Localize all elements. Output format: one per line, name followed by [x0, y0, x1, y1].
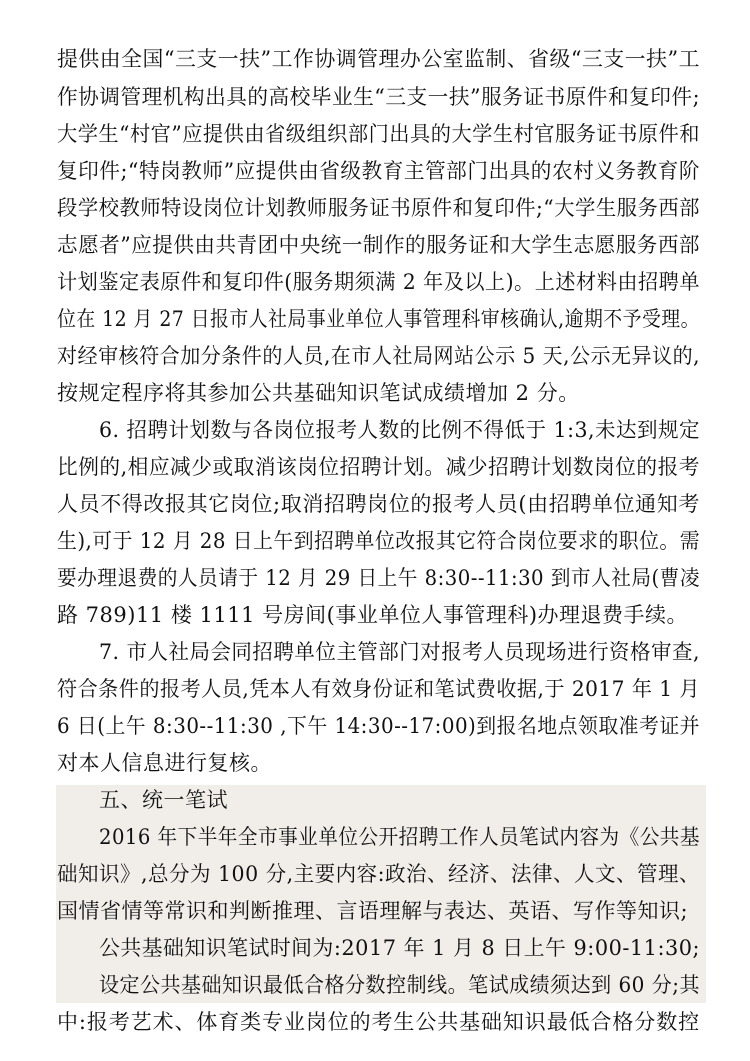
- text-line: 计划鉴定表原件和复印件(服务期须满 2 年及以上)。上述材料由招聘单: [57, 270, 701, 294]
- text-line: 7. 市人社局会同招聘单位主管部门对报考人员现场进行资格审查,: [99, 640, 700, 664]
- text-line: 按规定程序将其参加公共基础知识笔试成绩增加 2 分。: [57, 381, 580, 405]
- text-line: 中:报考艺术、体育类专业岗位的考生公共基础知识最低合格分数控: [57, 1010, 700, 1034]
- text-line: 五、统一笔试: [99, 788, 228, 812]
- shaded-section-background: [56, 785, 706, 1003]
- text-line: 志愿者”应提供由共青团中央统一制作的服务证和大学生志愿服务西部: [57, 233, 700, 257]
- text-line: 要办理退费的人员请于 12 月 29 日上午 8:30--11:30 到市人社局(曹凌: [57, 566, 700, 590]
- text-line: 6. 招聘计划数与各岗位报考人数的比例不得低于 1:3,未达到规定: [99, 418, 701, 442]
- text-line: 复印件;“特岗教师”应提供由省级教育主管部门出具的农村义务教育阶: [57, 159, 701, 183]
- text-line: 础知识》,总分为 100 分,主要内容:政治、经济、法律、人文、管理、: [57, 862, 701, 886]
- text-line: 比例的,相应减少或取消该岗位招聘计划。减少招聘计划数岗位的报考: [57, 455, 700, 479]
- text-line: 作协调管理机构出具的高校毕业生“三支一扶”服务证书原件和复印件;: [57, 85, 701, 109]
- text-line: 公共基础知识笔试时间为:2017 年 1 月 8 日上午 9:00-11:30;: [99, 936, 701, 960]
- text-line: 位在 12 月 27 日报市人社局事业单位人事管理科审核确认,逾期不予受理。: [57, 307, 700, 331]
- text-line: 国情省情等常识和判断推理、言语理解与表达、英语、写作等知识;: [57, 899, 689, 923]
- text-line: 人员不得改报其它岗位;取消招聘岗位的报考人员(由招聘单位通知考: [57, 492, 700, 516]
- text-line: 提供由全国“三支一扶”工作协调管理办公室监制、省级“三支一扶”工: [57, 47, 701, 71]
- text-line: 生),可于 12 月 28 日上午到招聘单位改报其它符合岗位要求的职位。需: [57, 529, 701, 553]
- text-line: 设定公共基础知识最低合格分数控制线。笔试成绩须达到 60 分;其: [99, 973, 700, 997]
- text-line: 2016 年下半年全市事业单位公开招聘工作人员笔试内容为《公共基: [99, 825, 701, 849]
- text-line: 大学生“村官”应提供由省级组织部门出具的大学生村官服务证书原件和: [57, 122, 700, 146]
- text-line: 6 日(上午 8:30--11:30 ,下午 14:30--17:00)到报名地点领取准考证并: [57, 714, 701, 738]
- text-line: 对经审核符合加分条件的人员,在市人社局网站公示 5 天,公示无异议的,: [57, 344, 701, 368]
- text-line: 符合条件的报考人员,凭本人有效身份证和笔试费收据,于 2017 年 1 月: [57, 677, 701, 701]
- text-line: 对本人信息进行复核。: [57, 751, 272, 775]
- text-line: 段学校教师特设岗位计划教师服务证书原件和复印件;“大学生服务西部: [57, 196, 700, 220]
- text-line: 路 789)11 楼 1111 号房间(事业单位人事管理科)办理退费手续。: [57, 603, 689, 627]
